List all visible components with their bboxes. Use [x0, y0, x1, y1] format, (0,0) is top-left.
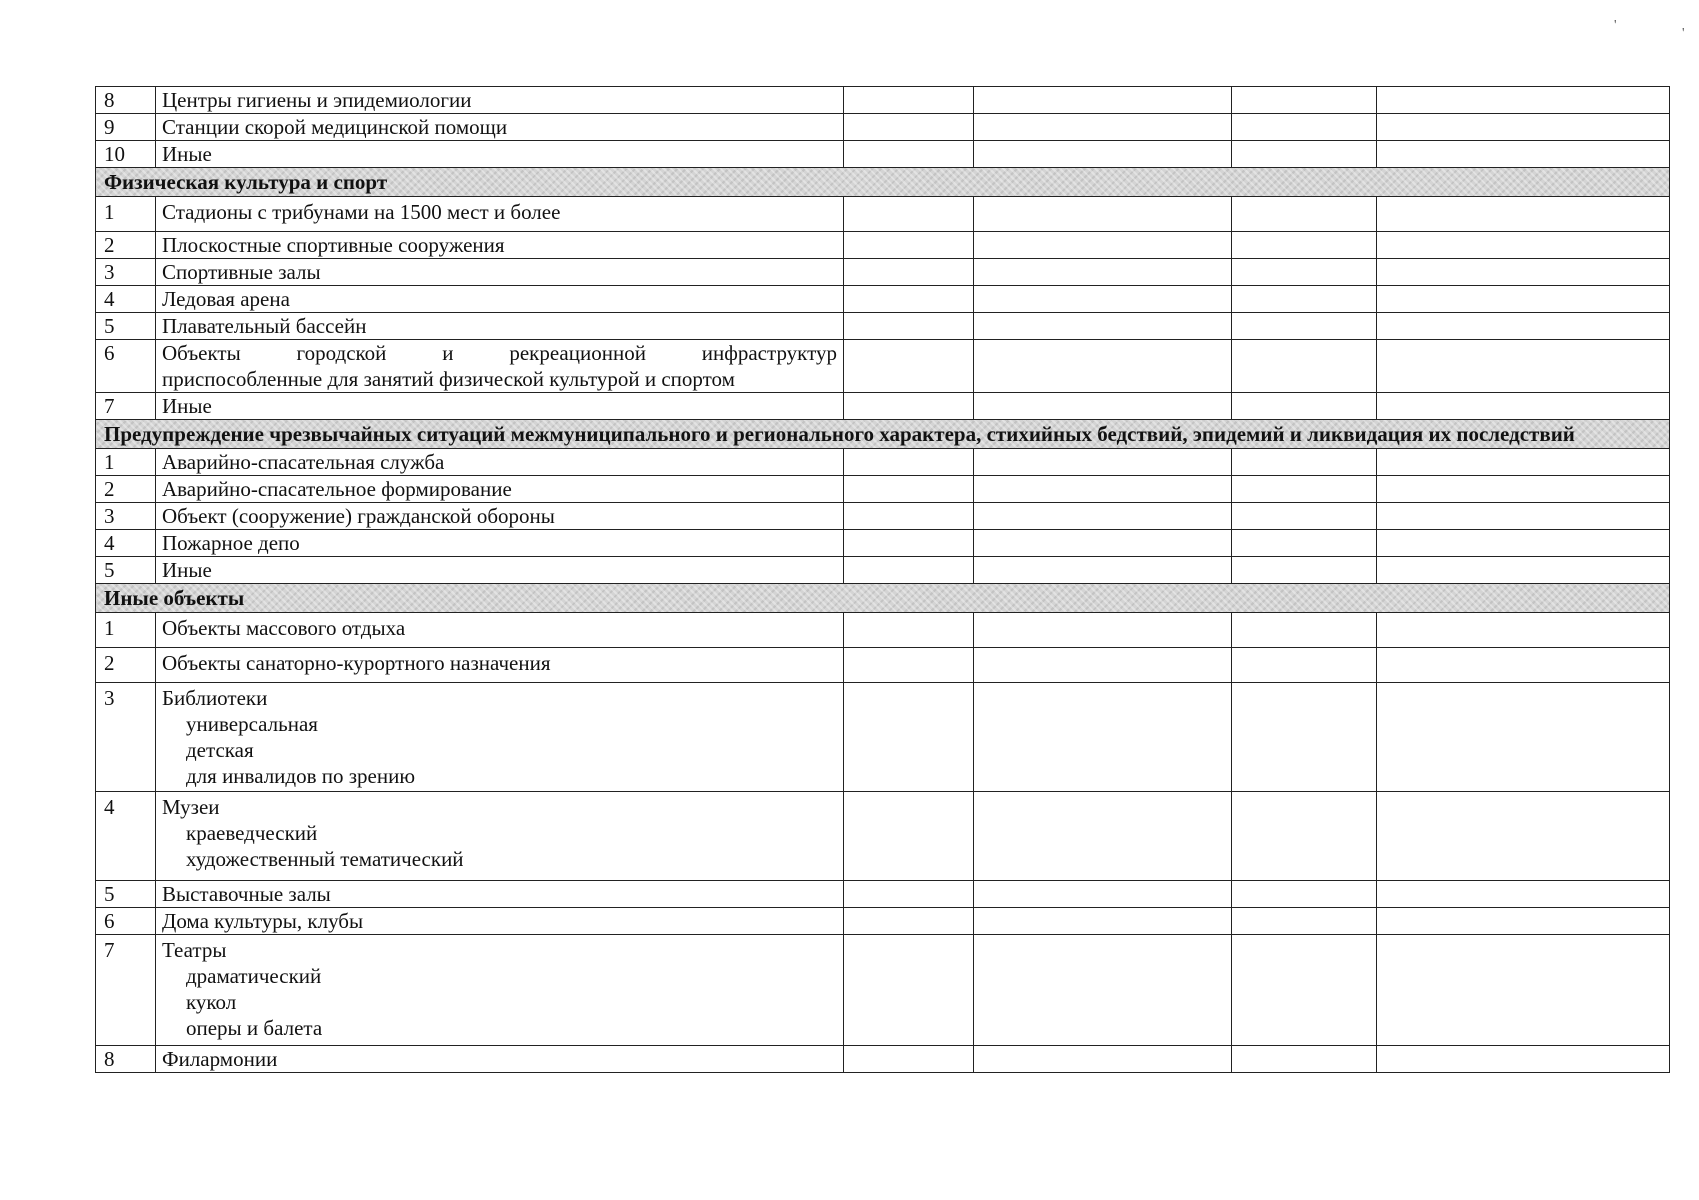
scan-mark: '	[1682, 26, 1685, 41]
row-name: Спортивные залы	[156, 259, 844, 286]
row-number: 5	[96, 881, 156, 908]
row-name: Выставочные залы	[156, 881, 844, 908]
row-name	[156, 340, 844, 393]
table-row	[96, 286, 1670, 313]
table-row	[96, 340, 1670, 393]
row-number: 3	[96, 503, 156, 530]
row-name-main: Театры	[162, 938, 227, 962]
row-number: 8	[96, 1046, 156, 1073]
scan-mark: '	[1614, 18, 1617, 33]
row-name	[156, 683, 844, 792]
row-name: Станции скорой медицинской помощи	[156, 114, 844, 141]
table-row	[96, 259, 1670, 286]
row-name: Аварийно-спасательное формирование	[156, 476, 844, 503]
row-name: Объект (сооружение) гражданской обороны	[156, 503, 844, 530]
row-number: 2	[96, 232, 156, 259]
row-name: Иные	[156, 141, 844, 168]
table-row	[96, 881, 1670, 908]
row-number: 6	[96, 908, 156, 935]
table-row	[96, 792, 1670, 881]
row-sub-item: детская	[186, 738, 254, 762]
table-row	[96, 613, 1670, 648]
table-row	[96, 908, 1670, 935]
row-name: Пожарное депо	[156, 530, 844, 557]
table-row	[96, 197, 1670, 232]
row-number: 7	[96, 393, 156, 420]
row-number: 4	[96, 792, 156, 881]
row-number: 3	[96, 259, 156, 286]
table-row	[96, 503, 1670, 530]
table-row	[96, 557, 1670, 584]
row-name: Ледовая арена	[156, 286, 844, 313]
row-sub-item: для инвалидов по зрению	[186, 764, 416, 788]
row-name: Филармонии	[156, 1046, 844, 1073]
section-title: Иные объекты	[96, 584, 1670, 613]
row-name-line: Объекты городской и рекреационной инфраструктур	[162, 341, 837, 365]
row-name: Плоскостные спортивные сооружения	[156, 232, 844, 259]
row-name-main: Библиотеки	[162, 686, 268, 710]
row-number: 5	[96, 557, 156, 584]
section-title: Предупреждение чрезвычайных ситуаций межмуниципального и регионального характера, стихийных бедствий, эпидемий и ликвидация их последствий	[96, 420, 1670, 449]
row-number: 2	[96, 476, 156, 503]
table-row	[96, 1046, 1670, 1073]
table-row	[96, 232, 1670, 259]
row-number: 10	[96, 141, 156, 168]
section-title: Физическая культура и спорт	[96, 168, 1670, 197]
row-number: 6	[96, 340, 156, 393]
table-row	[96, 87, 1670, 114]
table-row	[96, 393, 1670, 420]
section-header	[96, 584, 1670, 613]
table-row	[96, 683, 1670, 792]
row-name-line: приспособленные для занятий физической культурой и спортом	[162, 367, 735, 391]
row-name: Дома культуры, клубы	[156, 908, 844, 935]
row-number: 4	[96, 286, 156, 313]
table-row	[96, 449, 1670, 476]
row-number: 9	[96, 114, 156, 141]
row-sub-item: оперы и балета	[186, 1016, 323, 1040]
row-number: 2	[96, 648, 156, 683]
row-number: 3	[96, 683, 156, 792]
row-sub-item: драматический	[186, 964, 322, 988]
row-number: 1	[96, 449, 156, 476]
table-row	[96, 530, 1670, 557]
row-number: 8	[96, 87, 156, 114]
section-header	[96, 420, 1670, 449]
table-row	[96, 141, 1670, 168]
row-name: Аварийно-спасательная служба	[156, 449, 844, 476]
row-name: Иные	[156, 557, 844, 584]
row-number: 7	[96, 935, 156, 1046]
row-sub-item: краеведческий	[186, 821, 318, 845]
section-header	[96, 168, 1670, 197]
row-number: 5	[96, 313, 156, 340]
row-number: 4	[96, 530, 156, 557]
row-name-main: Музеи	[162, 795, 220, 819]
row-name: Центры гигиены и эпидемиологии	[156, 87, 844, 114]
row-sub-item: художественный тематический	[186, 847, 464, 871]
row-name: Объекты массового отдыха	[156, 613, 844, 648]
table-row	[96, 476, 1670, 503]
row-sub-item: универсальная	[186, 712, 318, 736]
table-row	[96, 313, 1670, 340]
row-number: 1	[96, 613, 156, 648]
row-sub-item: кукол	[186, 990, 237, 1014]
row-name: Плавательный бассейн	[156, 313, 844, 340]
document-table	[95, 86, 1670, 1073]
table-row	[96, 114, 1670, 141]
row-name: Иные	[156, 393, 844, 420]
row-name	[156, 935, 844, 1046]
row-name: Стадионы с трибунами на 1500 мест и более	[156, 197, 844, 232]
row-name: Объекты санаторно-курортного назначения	[156, 648, 844, 683]
row-number: 1	[96, 197, 156, 232]
row-name	[156, 792, 844, 881]
table-row	[96, 935, 1670, 1046]
table-row	[96, 648, 1670, 683]
